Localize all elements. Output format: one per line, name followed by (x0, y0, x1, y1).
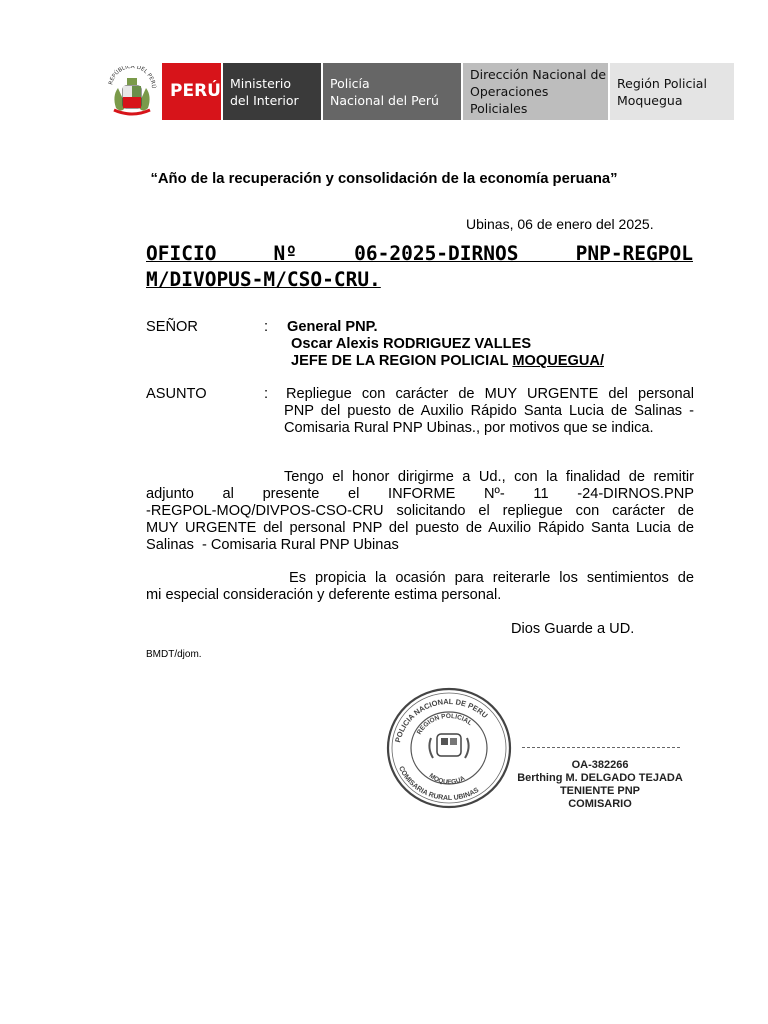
recipient-rank: General PNP. (287, 319, 378, 335)
policia-line-1: Policía (330, 75, 370, 91)
place-date: Ubinas, 06 de enero del 2025. (466, 216, 654, 232)
paragraph-1-line-2: adjunto al presente el INFORME Nº- 11 -24-DIRNOS.PNP (146, 486, 694, 502)
police-stamp-seal (385, 686, 513, 810)
svg-text:COMISARIA RURAL UBINAS: COMISARIA RURAL UBINAS (397, 765, 481, 803)
region-line-2: Moquegua (617, 92, 683, 108)
asunto-label: ASUNTO (146, 386, 207, 402)
closing-line: Dios Guarde a UD. (511, 621, 635, 637)
signature-position: COMISARIO (568, 798, 632, 810)
coat-of-arms-logo (104, 66, 160, 120)
paragraph-1-line-1: Tengo el honor dirigirme a Ud., con la finalidad de remitir (284, 469, 694, 485)
ministerio-line-1: Ministerio (230, 75, 292, 91)
direccion-line-2: Operaciones Policiales (470, 84, 549, 116)
senor-label: SEÑOR (146, 319, 198, 335)
direccion-line-1: Dirección Nacional de (470, 67, 607, 82)
asunto-line-2: PNP del puesto de Auxilio Rápido Santa Lucia de Salinas - (284, 403, 694, 419)
region-box (610, 63, 734, 120)
asunto-colon: : (264, 386, 269, 402)
year-motto: “Año de la recuperación y consolidación de la economía peruana” (150, 171, 618, 187)
ministerio-box (223, 63, 321, 120)
svg-text:MOQUEGUA: MOQUEGUA (427, 772, 467, 787)
paragraph-2-line-1: Es propicia la ocasión para reiterarle los sentimientos de (289, 570, 694, 586)
direccion-box (463, 63, 608, 120)
paragraph-1-line-3: -REGPOL-MOQ/DIVPOS-CSO-CRU solicitando el repliegue con carácter de (146, 503, 694, 519)
initials: BMDT/djom. (146, 649, 202, 660)
document-title-line-1: OFICIO Nº 06-2025-DIRNOS PNP-REGPOL (146, 242, 693, 265)
asunto-line-3: Comisaria Rural PNP Ubinas., por motivos que se indica. (284, 420, 654, 436)
ministerio-line-2: del Interior (230, 92, 299, 108)
recipient-title-text: JEFE DE LA REGION POLICIAL (291, 353, 513, 369)
svg-text:POLICIA NACIONAL DE PERU: POLICIA NACIONAL DE PERU (393, 696, 490, 744)
police-stamp (385, 686, 513, 810)
senor-colon: : (264, 319, 269, 335)
signature-code: OA-382266 (571, 759, 629, 771)
signature-name: Berthing M. DELGADO TEJADA (517, 772, 683, 784)
paragraph-2-line-2: mi especial consideración y deferente estima personal. (146, 587, 502, 603)
peru-brand (162, 63, 221, 120)
coat-of-arms-icon (104, 66, 160, 120)
asunto-line-1: Repliegue con carácter de MUY URGENTE del personal (286, 386, 694, 402)
region-line-1: Región Policial (617, 75, 707, 91)
recipient-region: MOQUEGUA/ (512, 353, 604, 369)
svg-text:REGION POLICIAL: REGION POLICIAL (415, 712, 474, 736)
svg-text:REPÚBLICA DEL PERÚ: REPÚBLICA DEL PERÚ (108, 66, 157, 89)
policia-box (323, 63, 461, 120)
paragraph-1-line-5: Salinas - Comisaria Rural PNP Ubinas (146, 537, 399, 553)
recipient-title (291, 353, 604, 370)
signature-block (514, 759, 686, 811)
signature-rank: TENIENTE PNP (559, 785, 641, 797)
stamp-shield-icon (429, 734, 468, 758)
paragraph-1-line-4: MUY URGENTE del personal PNP del puesto de Auxilio Rápido Santa Lucia de (146, 520, 694, 536)
signature-line (522, 747, 680, 748)
recipient-name: Oscar Alexis RODRIGUEZ VALLES (291, 336, 532, 352)
peru-label: PERÚ (170, 81, 221, 101)
document-title-line-2: M/DIVOPUS-M/CSO-CRU. (146, 268, 381, 291)
policia-line-2: Nacional del Perú (330, 92, 439, 108)
